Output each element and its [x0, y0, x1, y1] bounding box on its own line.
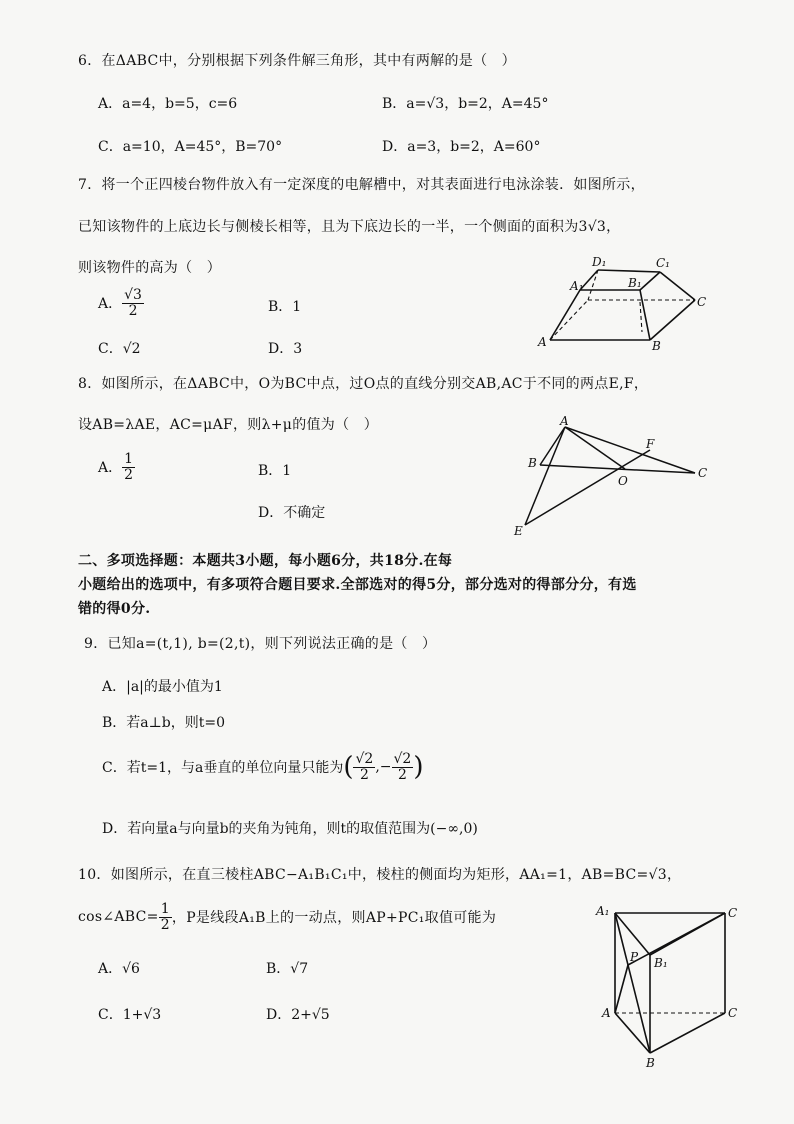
q7-edge-bc — [650, 300, 695, 340]
q7-stem-line3: 则该物件的高为（ ） — [78, 260, 221, 276]
q9-option-c-text: C．若t=1，与a垂直的单位向量只能为 — [102, 760, 344, 777]
q9-option-c — [102, 752, 423, 782]
q7-option-b: B．1 — [268, 299, 302, 315]
q9-option-c-fraction1 — [353, 752, 375, 782]
q8-label-o: O — [618, 474, 628, 488]
q9-frac2-den: 2 — [397, 766, 407, 783]
q10-segment-ap — [615, 965, 628, 1013]
q10-option-c: C．1+√3 — [98, 1007, 162, 1023]
q9-option-c-fraction2 — [392, 752, 414, 782]
q8-option-b: B．1 — [258, 463, 292, 479]
q10-stem-line2 — [78, 902, 496, 932]
q7-frustum-figure — [530, 250, 710, 360]
q10-cos-den: 2 — [160, 916, 170, 933]
q8-label-c: C — [698, 466, 708, 480]
q8-option-a-denominator: 2 — [124, 466, 134, 483]
q7-stem-line1: 7．将一个正四棱台物件放入有一定深度的电解槽中，对其表面进行电泳涂装．如图所示， — [78, 177, 645, 193]
q8-option-d: D．不确定 — [258, 505, 326, 521]
q10-label-c1: C — [728, 906, 738, 920]
q10-label-c: C — [728, 1006, 738, 1020]
q7-edge-cc1 — [660, 272, 695, 300]
q7-option-d: D．3 — [268, 341, 303, 357]
q10-stem-rest: ，P是线段A₁B上的一动点，则AP+PC₁取值可能为 — [171, 910, 497, 927]
q8-segment-ao — [565, 427, 625, 469]
q10-stem-line1: 10．如图所示，在直三棱柱ABC−A₁B₁C₁中，棱柱的侧面均为矩形，AA₁=1，AB=BC=√3， — [78, 867, 682, 883]
q7-option-c: C．√2 — [98, 341, 141, 357]
q6-option-c: C．a=10，A=45°，B=70° — [98, 139, 283, 155]
q10-label-a1: A₁ — [596, 904, 610, 918]
q8-option-a-fraction — [122, 452, 135, 482]
q9-frac1-num: √2 — [355, 751, 374, 767]
section2-heading-line3: 错的得0分. — [78, 601, 151, 617]
q8-segment-ae — [525, 427, 565, 525]
q7-stem-line2: 已知该物件的上底边长与侧棱长相等，且为下底边长的一半，一个侧面的面积为3√3， — [78, 219, 621, 235]
q9-stem: 9．已知a=(t,1), b=(2,t)，则下列说法正确的是（ ） — [84, 636, 437, 652]
q8-label-e: E — [514, 524, 523, 538]
q8-triangle-figure — [510, 415, 710, 540]
q7-label-b1: B₁ — [628, 276, 642, 290]
section2-heading-line1: 二、多项选择题：本题共3小题，每小题6分，共18分.在每 — [78, 553, 453, 569]
q8-label-b: B — [528, 456, 537, 470]
q9-minus: − — [379, 759, 392, 776]
q10-option-b: B．√7 — [266, 961, 309, 977]
q7-edge-d1c1 — [598, 270, 660, 272]
q10-cos-label: cos∠ABC= — [78, 909, 159, 926]
q8-label-f: F — [646, 437, 655, 451]
q8-stem-line2: 设AB=λAE，AC=μAF，则λ+μ的值为（ ） — [78, 417, 379, 433]
q10-option-d: D．2+√5 — [266, 1007, 330, 1023]
q7-edge-bb1 — [640, 290, 650, 340]
q7-option-a-denominator: 2 — [128, 302, 138, 319]
q8-option-a — [98, 452, 135, 482]
q8-line-ef — [525, 450, 650, 525]
q10-label-b: B — [646, 1056, 655, 1070]
q7-label-a1: A₁ — [570, 279, 584, 293]
q7-option-a — [98, 288, 144, 318]
q7-label-d1: D₁ — [592, 255, 607, 269]
q6-option-a: A．a=4，b=5，c=6 — [98, 96, 238, 112]
q9-paren-left: ( — [343, 752, 354, 783]
q10-cos-fraction — [159, 902, 172, 932]
q7-option-a-fraction — [122, 288, 144, 318]
q6-stem: 6．在ΔABC中，分别根据下列条件解三角形，其中有两解的是（ ） — [78, 53, 516, 69]
q8-stem-line1: 8．如图所示，在ΔABC中，O为BC中点，过O点的直线分别交AB,AC于不同的两点E,F， — [78, 376, 649, 392]
q9-comma: , — [375, 759, 380, 776]
q10-label-a: A — [602, 1006, 611, 1020]
q7-label-a: A — [538, 335, 547, 349]
q7-edge-aa1 — [550, 290, 580, 340]
q8-option-a-label: A． — [98, 460, 123, 477]
q10-option-a: A．√6 — [98, 961, 140, 977]
q7-edge-b1c1 — [640, 272, 660, 290]
q8-option-a-numerator: 1 — [124, 451, 134, 467]
q9-paren-right: ) — [413, 752, 424, 783]
q10-cos-num: 1 — [160, 901, 170, 917]
q10-edge-bc — [650, 1013, 725, 1053]
q7-height-segment — [640, 302, 642, 332]
q6-option-b: B．a=√3，b=2，A=45° — [382, 96, 549, 112]
q7-hidden-edge-ad — [550, 300, 588, 340]
q9-frac1-den: 2 — [359, 766, 369, 783]
q9-frac2-num: √2 — [393, 751, 412, 767]
q7-label-c1: C₁ — [656, 256, 670, 270]
q8-segment-ac — [565, 427, 695, 473]
q9-option-b: B．若a⊥b，则t=0 — [102, 715, 226, 731]
section2-heading-line2: 小题给出的选项中，有多项符合题目要求.全部选对的得5分，部分选对的得部分分，有选 — [78, 577, 637, 593]
q10-label-b1: B₁ — [654, 956, 668, 970]
q9-option-a: A．|a|的最小值为1 — [102, 679, 223, 695]
q10-segment-pc1 — [628, 913, 725, 965]
q10-prism-figure — [590, 895, 750, 1070]
q10-label-p: P — [630, 950, 639, 964]
q7-option-a-numerator: √3 — [124, 287, 142, 303]
q7-label-b: B — [652, 339, 661, 353]
q7-option-a-label: A． — [98, 296, 123, 313]
q7-label-c: C — [697, 295, 707, 309]
q9-option-d: D．若向量a与向量b的夹角为钝角，则t的取值范围为(−∞,0) — [102, 821, 478, 837]
q8-label-a: A — [560, 414, 569, 428]
q6-option-d: D．a=3，b=2，A=60° — [382, 139, 541, 155]
